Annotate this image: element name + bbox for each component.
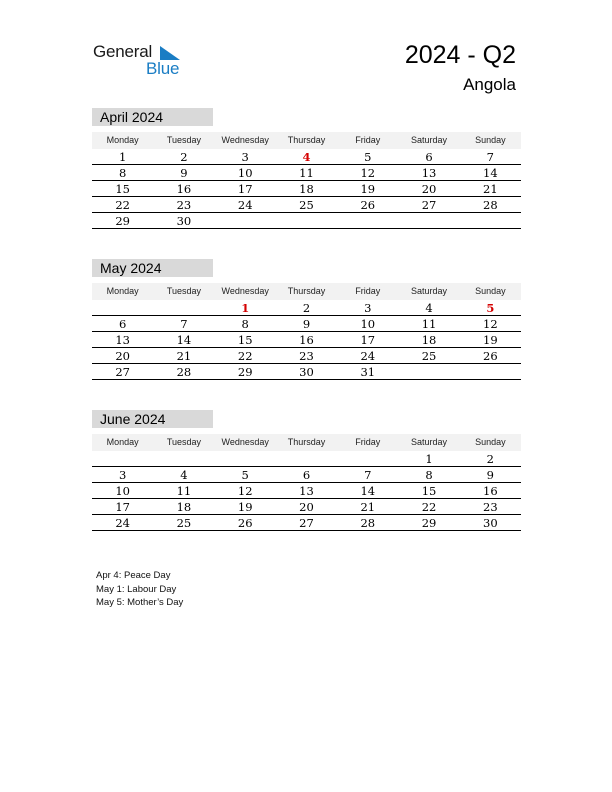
country-name: Angola — [463, 75, 516, 94]
week-row — [92, 165, 521, 181]
day-cell: 20 — [421, 182, 437, 196]
weekday-label: Sunday — [475, 286, 506, 296]
day-cell: 17 — [237, 182, 253, 196]
day-cell: 13 — [299, 484, 314, 498]
day-cell: 16 — [176, 182, 192, 196]
logo — [93, 42, 193, 78]
weekday-label: Monday — [106, 286, 139, 296]
weekday-label: Tuesday — [166, 437, 202, 447]
day-cell — [337, 213, 398, 228]
day-cell: 12 — [360, 166, 376, 180]
day-cell: 8 — [118, 166, 127, 180]
day-cell: 20 — [299, 500, 314, 514]
logo-triangle-icon — [160, 44, 182, 60]
day-cell: 14 — [176, 333, 192, 347]
month-block-april — [92, 108, 521, 229]
day-cell: 21 — [360, 500, 376, 514]
day-cell: 18 — [299, 182, 314, 196]
day-cell: 23 — [176, 198, 192, 212]
day-cell: 6 — [302, 468, 311, 482]
weekday-label: Saturday — [411, 135, 448, 145]
week-row — [92, 451, 521, 467]
day-cell: 30 — [176, 214, 192, 228]
day-cell: 13 — [421, 166, 437, 180]
day-cell — [398, 213, 459, 228]
day-cell: 5 — [241, 468, 249, 482]
month-block-may — [92, 259, 521, 380]
day-cell: 21 — [483, 182, 498, 196]
weekday-label: Monday — [106, 437, 139, 447]
day-cell: 18 — [421, 333, 437, 347]
day-cell: 19 — [360, 182, 376, 196]
holiday-notes — [96, 569, 183, 610]
day-cell: 11 — [421, 317, 437, 331]
month-block-june — [92, 410, 521, 531]
week-row — [92, 197, 521, 213]
weekday-label: Tuesday — [166, 135, 202, 145]
weekday-label: Wednesday — [221, 135, 269, 145]
day-cell — [337, 451, 398, 466]
day-cell: 25 — [176, 516, 192, 530]
day-cell — [215, 213, 276, 228]
day-cell: 29 — [421, 516, 437, 530]
day-cell: 14 — [483, 166, 498, 180]
day-cell: 14 — [360, 484, 376, 498]
weekday-label: Saturday — [411, 437, 448, 447]
weekday-label: Wednesday — [221, 437, 269, 447]
day-cell — [92, 451, 153, 466]
week-row — [92, 499, 521, 515]
day-cell: 15 — [421, 484, 437, 498]
day-cell: 29 — [237, 365, 253, 379]
day-cell: 26 — [360, 198, 376, 212]
day-cell — [276, 213, 337, 228]
day-cell: 29 — [115, 214, 130, 228]
weekday-header — [92, 132, 521, 149]
day-cell: 15 — [237, 333, 253, 347]
weekday-label: Sunday — [475, 135, 506, 145]
holiday-note: May 1: Labour Day — [96, 583, 177, 595]
logo-general-text: General — [93, 42, 153, 61]
weekday-label: Thursday — [287, 286, 326, 296]
holiday-day-cell: 1 — [241, 301, 250, 315]
month-label: April 2024 — [92, 108, 213, 126]
day-cell: 6 — [118, 317, 127, 331]
weekday-label: Tuesday — [166, 286, 202, 296]
day-cell: 25 — [421, 349, 437, 363]
holiday-day-cell: 4 — [302, 150, 311, 164]
week-row — [92, 316, 521, 332]
day-cell: 12 — [237, 484, 253, 498]
day-cell: 2 — [180, 150, 188, 164]
weekday-header — [92, 283, 521, 300]
weekday-label: Friday — [355, 135, 381, 145]
week-row — [92, 515, 521, 531]
day-cell — [92, 300, 153, 315]
week-row — [92, 467, 521, 483]
holiday-note: Apr 4: Peace Day — [96, 570, 171, 581]
day-cell: 30 — [299, 365, 314, 379]
day-cell: 15 — [115, 182, 130, 196]
day-cell: 4 — [180, 468, 188, 482]
day-cell: 3 — [241, 150, 249, 164]
day-cell: 7 — [486, 150, 494, 164]
day-cell: 3 — [118, 468, 127, 482]
day-cell: 22 — [421, 500, 437, 514]
day-cell: 23 — [299, 349, 314, 363]
day-cell: 1 — [118, 150, 127, 164]
day-cell: 24 — [237, 198, 253, 212]
day-cell: 30 — [483, 516, 498, 530]
day-cell: 27 — [115, 365, 130, 379]
day-cell — [276, 451, 337, 466]
week-row — [92, 348, 521, 364]
day-cell: 24 — [360, 349, 376, 363]
day-cell: 12 — [483, 317, 498, 331]
week-row — [92, 149, 521, 165]
weekday-label: Saturday — [411, 286, 448, 296]
weekday-header — [92, 434, 521, 451]
day-cell: 9 — [486, 468, 494, 482]
day-cell: 26 — [483, 349, 498, 363]
day-cell: 11 — [176, 484, 192, 498]
holiday-note: May 5: Mother’s Day — [96, 597, 184, 608]
day-cell: 8 — [425, 468, 433, 482]
day-cell: 11 — [299, 166, 314, 180]
day-cell — [153, 300, 214, 315]
day-cell: 21 — [176, 349, 192, 363]
month-grid — [92, 149, 521, 229]
weekday-label: Friday — [355, 437, 381, 447]
day-cell — [398, 364, 459, 379]
day-cell: 9 — [180, 166, 188, 180]
day-cell: 4 — [425, 301, 433, 315]
day-cell: 7 — [180, 317, 188, 331]
weekday-label: Thursday — [287, 437, 326, 447]
day-cell: 25 — [299, 198, 314, 212]
weekday-label: Monday — [106, 135, 139, 145]
day-cell: 17 — [115, 500, 130, 514]
day-cell: 23 — [483, 500, 498, 514]
day-cell: 2 — [302, 301, 311, 315]
day-cell: 28 — [360, 516, 376, 530]
day-cell: 22 — [115, 198, 130, 212]
day-cell: 20 — [115, 349, 130, 363]
day-cell: 5 — [364, 150, 372, 164]
month-label: May 2024 — [92, 259, 213, 277]
day-cell: 2 — [486, 452, 494, 466]
day-cell — [215, 451, 276, 466]
month-grid — [92, 451, 521, 531]
week-row — [92, 483, 521, 499]
day-cell: 31 — [360, 365, 376, 379]
day-cell — [460, 213, 521, 228]
day-cell: 28 — [176, 365, 192, 379]
day-cell: 19 — [237, 500, 253, 514]
day-cell: 10 — [237, 166, 253, 180]
day-cell: 6 — [425, 150, 433, 164]
day-cell: 7 — [364, 468, 372, 482]
day-cell: 10 — [115, 484, 130, 498]
day-cell: 22 — [237, 349, 253, 363]
week-row — [92, 364, 521, 380]
logo-blue-text: Blue — [146, 59, 180, 78]
day-cell: 17 — [360, 333, 376, 347]
day-cell: 13 — [115, 333, 130, 347]
day-cell — [153, 451, 214, 466]
day-cell: 18 — [176, 500, 192, 514]
day-cell: 16 — [299, 333, 314, 347]
holiday-day-cell: 5 — [486, 301, 495, 315]
day-cell: 1 — [425, 452, 433, 466]
weekday-label: Thursday — [287, 135, 326, 145]
day-cell: 10 — [360, 317, 376, 331]
day-cell: 24 — [115, 516, 130, 530]
weekday-label: Sunday — [475, 437, 506, 447]
day-cell: 16 — [483, 484, 498, 498]
week-row — [92, 300, 521, 316]
day-cell: 27 — [299, 516, 314, 530]
weekday-label: Wednesday — [221, 286, 269, 296]
day-cell: 3 — [364, 301, 372, 315]
week-row — [92, 213, 521, 229]
month-label: June 2024 — [92, 410, 213, 428]
week-row — [92, 181, 521, 197]
day-cell: 8 — [241, 317, 249, 331]
day-cell: 26 — [237, 516, 253, 530]
day-cell: 28 — [483, 198, 498, 212]
page-title: 2024 - Q2 — [404, 41, 516, 69]
day-cell: 27 — [421, 198, 437, 212]
month-grid — [92, 300, 521, 380]
week-row — [92, 332, 521, 348]
day-cell: 19 — [483, 333, 498, 347]
weekday-label: Friday — [355, 286, 381, 296]
day-cell — [460, 364, 521, 379]
day-cell: 9 — [302, 317, 311, 331]
